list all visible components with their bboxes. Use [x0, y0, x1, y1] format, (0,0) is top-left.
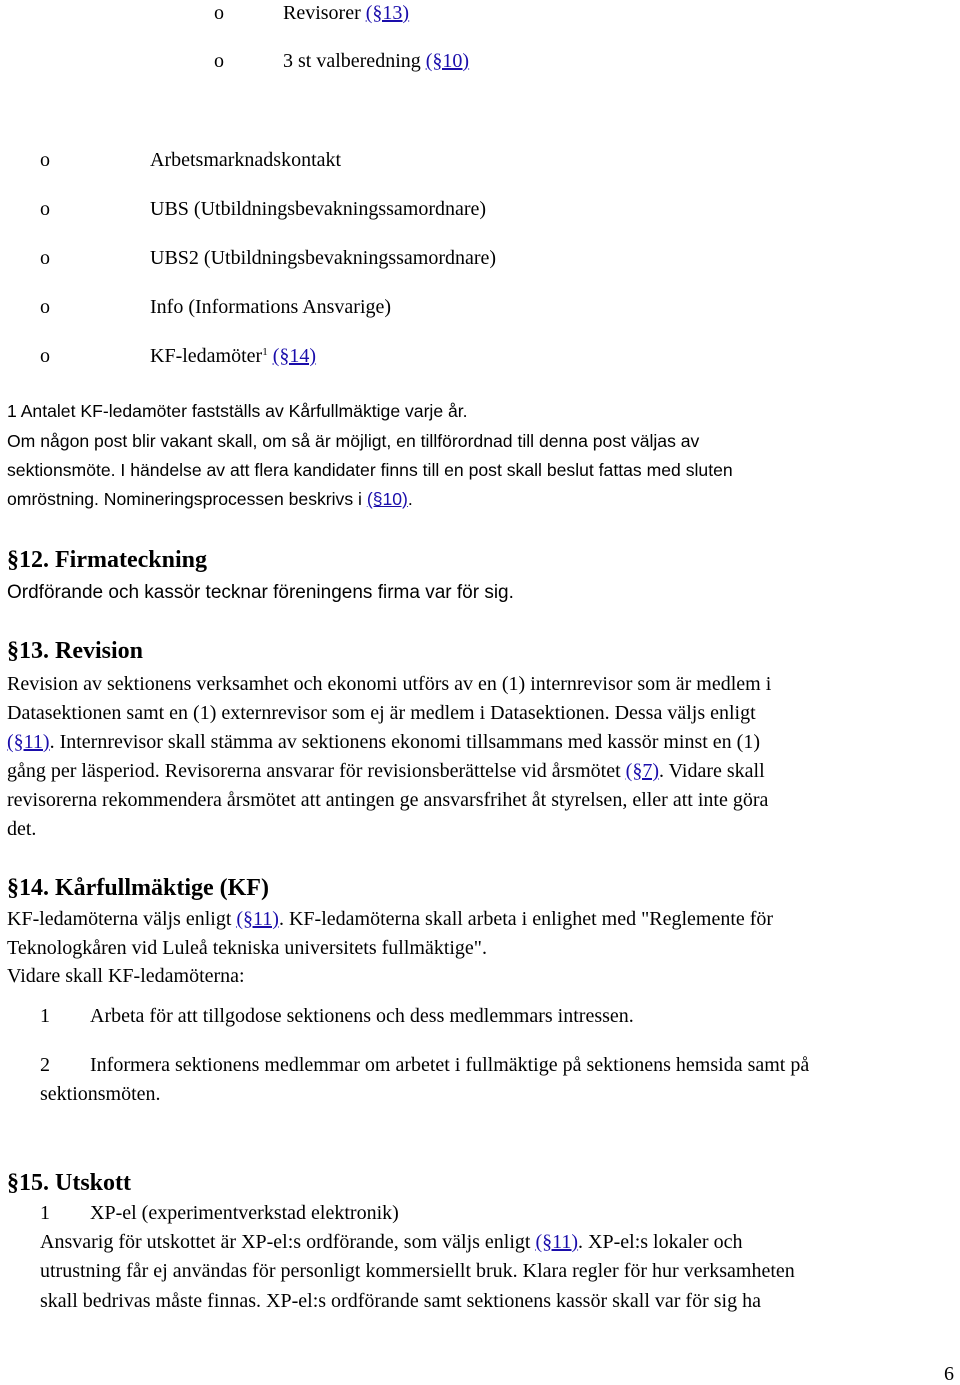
list-item-continuation: sektionsmöten. [40, 1083, 161, 1105]
section-link[interactable]: (§10) [366, 489, 408, 509]
footnote-line: 1 Antalet KF-ledamöter fastställs av Kårfullmäktige varje år. [7, 401, 468, 421]
footnote-ref: 1 [262, 346, 268, 358]
sub-list-item: 3 st valberedning (§10) [283, 50, 470, 72]
list-bullet: o [40, 198, 50, 220]
list-item: Arbeta för att tillgodose sektionens och dess medlemmars intressen. [90, 1005, 634, 1027]
page-number: 6 [944, 1363, 954, 1385]
list-number: 1 [40, 1202, 50, 1224]
section-heading: §15. Utskott [7, 1170, 131, 1196]
paragraph-line: Datasektionen samt en (1) externrevisor som ej är medlem i Datasektionen. Dessa väljs enligt [7, 702, 756, 724]
paragraph-line: Om någon post blir vakant skall, om så är möjligt, en tillförordnad till denna post väljas av [7, 431, 700, 451]
paragraph-line: gång per läsperiod. Revisorerna ansvarar för revisionsberättelse vid årsmötet (§7). Vidare skall [7, 760, 765, 782]
section-link[interactable]: (§7) [625, 760, 659, 782]
paragraph-line: utrustning får ej användas för personligt kommersiellt bruk. Klara regler för hur verksamheten [40, 1260, 795, 1282]
paragraph-line: (§11). Internrevisor skall stämma av sektionens ekonomi tillsammans med kassör minst en (1) [7, 731, 760, 753]
section-link[interactable]: (§14) [272, 345, 317, 367]
paragraph-line: KF-ledamöterna väljs enligt (§11). KF-ledamöterna skall arbeta i enlighet med "Reglemente för [7, 908, 774, 930]
list-item-kf: KF-ledamöter$^1$ (§14) [150, 345, 317, 367]
paragraph-line: Ansvarig för utskottet är XP-el:s ordförande, som väljs enligt (§11). XP-el:s lokaler och [40, 1231, 743, 1253]
list-bullet: o [40, 149, 50, 171]
list-number: 2 [40, 1054, 50, 1076]
section-link[interactable]: (§11) [535, 1231, 579, 1253]
section-heading: §14. Kårfullmäktige (KF) [7, 875, 269, 901]
sub-list-item: Revisorer (§13) [283, 2, 410, 24]
list-bullet: o [40, 345, 50, 367]
section-link[interactable]: (§11) [236, 908, 279, 930]
paragraph-line: Vidare skall KF-ledamöterna: [7, 965, 245, 987]
section-link[interactable]: (§11) [7, 731, 50, 753]
list-bullet: o [40, 296, 50, 318]
sub-list-bullet: o [214, 50, 224, 72]
paragraph-line: Revision av sektionens verksamhet och ekonomi utförs av en (1) internrevisor som är medlem i [7, 673, 772, 695]
section-link[interactable]: (§13) [365, 2, 410, 24]
list-number: 1 [40, 1005, 50, 1027]
sub-list-bullet: o [214, 2, 224, 24]
paragraph-line: Teknologkåren vid Luleå tekniska universitets fullmäktige". [7, 937, 487, 959]
list-item: XP-el (experimentverkstad elektronik) [90, 1202, 399, 1224]
list-item: Info (Informations Ansvarige) [150, 296, 392, 318]
list-item: Informera sektionens medlemmar om arbetet i fullmäktige på sektionens hemsida samt på [90, 1054, 810, 1076]
paragraph-line: omröstning. Nomineringsprocessen beskrivs i (§10). [7, 489, 413, 509]
list-item: UBS (Utbildningsbevakningssamordnare) [150, 198, 487, 220]
section-heading: §12. Firmateckning [7, 547, 207, 573]
list-item: Arbetsmarknadskontakt [150, 149, 342, 171]
paragraph-line: Ordförande och kassör tecknar föreningens firma var för sig. [7, 582, 514, 603]
list-item: UBS2 (Utbildningsbevakningssamordnare) [150, 247, 497, 269]
section-heading: §13. Revision [7, 638, 144, 664]
list-bullet: o [40, 247, 50, 269]
paragraph-line: revisorerna rekommendera årsmötet att antingen ge ansvarsfrihet åt styrelsen, eller att inte göra [7, 789, 769, 811]
paragraph-line: sektionsmöte. I händelse av att flera kandidater finns till en post skall beslut fattas med sluten [7, 460, 733, 480]
paragraph-line: skall bedrivas måste finnas. XP-el:s ordförande samt sektionens kassör skall var för sig ha [40, 1290, 761, 1312]
paragraph-line: det. [7, 818, 37, 840]
section-link[interactable]: (§10) [425, 50, 470, 72]
